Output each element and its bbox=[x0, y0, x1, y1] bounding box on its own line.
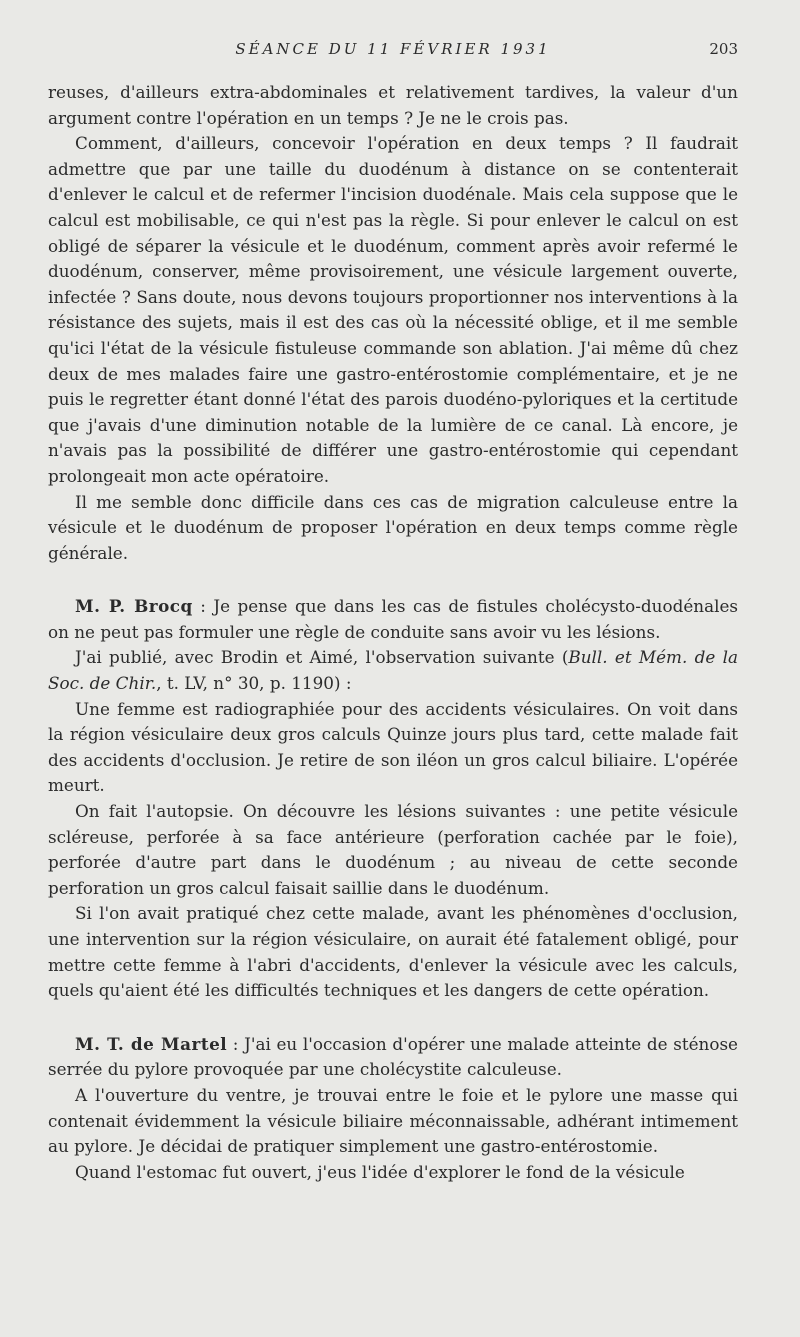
paragraph: Quand l'estomac fut ouvert, j'eus l'idée d'explorer le fond de la vésicule bbox=[75, 1161, 685, 1182]
paragraph bbox=[48, 1032, 738, 1083]
running-title: SÉANCE DU 11 FÉVRIER 1931 bbox=[235, 40, 551, 58]
paragraph: reuses, d'ailleurs extra-abdominales et relativement tardives, la valeur d'un argument contre l'opération en un temps ? Je ne le crois pas. bbox=[48, 82, 738, 128]
paragraph: Une femme est radiographiée pour des accidents vésiculaires. On voit dans la région vésiculaire deux gros calculs Quinze jours plus tard, cette malade fait des accidents d'occlusion. Je retire de son iléon un gros calcul biliaire. L'opérée meurt. bbox=[48, 698, 738, 796]
section-de-martel bbox=[48, 1032, 738, 1186]
paragraph: Comment, d'ailleurs, concevoir l'opération en deux temps ? Il faudrait admettre que par une taille du duodénum à distance on se contenterait d'enlever le calcul et de refermer l'incision duodénale. Mais cela suppose que le calcul est mobilisable, ce qui n'est pas la règle. Si pour enlever le calcul on est obligé de séparer la vésicule et le duodénum, comment après avoir refermé le duodénum, conserver, même provisoirement, une vésicule largement ouverte, infectée ? Sans doute, nous devons toujours proportionner nos interventions à la résistance des sujets, mais il est des cas où la nécessité oblige, et il me semble qu'ici l'état de la vésicule fistuleuse commande son ablation. J'ai même dû chez deux de mes malades faire une gastro-entérostomie complémentaire, et je ne puis le regretter étant donné l'état des parois duodéno-pyloriques et la certitude que j'avais d'une diminution notable de la lumière de ce canal. Là encore, je n'avais pas la possibilité de différer une gastro-entérostomie qui cependant prolongeait mon acte opératoire. bbox=[48, 133, 738, 486]
paragraph: Il me semble donc difficile dans ces cas de migration calculeuse entre la vésicule et le duodénum de proposer l'opération en deux temps comme règle générale. bbox=[48, 491, 738, 563]
paragraph: A l'ouverture du ventre, je trouvai entre le foie et le pylore une masse qui contenait évidemment la vésicule biliaire méconnaissable, adhérant intimement au pylore. Je décidai de pratiquer simplement une gastro-entérostomie. bbox=[48, 1084, 738, 1157]
page-number: 203 bbox=[709, 40, 738, 58]
paragraph bbox=[48, 594, 738, 645]
paragraph: On fait l'autopsie. On découvre les lésions suivantes : une petite vésicule scléreuse, perforée à sa face antérieure (perforation cachée par le foie), perforée d'autre part dans le duodénum ; au niveau de cette seconde perforation un gros calcul faisait saillie dans le duodénum. bbox=[48, 801, 738, 898]
section-discussion bbox=[48, 80, 738, 566]
page-header bbox=[48, 40, 738, 66]
speaker-text: : J'ai eu l'occasion d'opérer une malade atteinte de sténose serrée du pylore provoquée par une cholécystite calculeuse. bbox=[48, 1033, 738, 1080]
paragraph bbox=[48, 645, 738, 696]
text-run: , t. LV, n° 30, p. 1190) : bbox=[156, 673, 352, 694]
speaker-name: M. T. de Martel bbox=[75, 1033, 228, 1054]
speaker-text: : Je pense que dans les cas de fistules cholécysto-duodénales on ne peut pas formuler une règle de conduite sans avoir vu les lésions. bbox=[48, 596, 738, 642]
section-gap bbox=[48, 1004, 738, 1032]
citation-reference: Bull. et Mém. de la Soc. de Chir. bbox=[48, 647, 738, 694]
section-gap bbox=[48, 566, 738, 594]
section-brocq bbox=[48, 594, 738, 1004]
paragraph: Si l'on avait pratiqué chez cette malade, avant les phénomènes d'occlusion, une intervention sur la région vésiculaire, on aurait été fatalement obligé, pour mettre cette femme à l'abri d'accidents, d'enlever la vésicule avec les calculs, quels qu'aient été les difficultés techniques et les dangers de cette opération. bbox=[48, 903, 738, 1001]
text-run: J'ai publié, avec Brodin et Aimé, l'observation suivante ( bbox=[75, 647, 569, 668]
speaker-name: M. P. Brocq bbox=[75, 596, 193, 617]
